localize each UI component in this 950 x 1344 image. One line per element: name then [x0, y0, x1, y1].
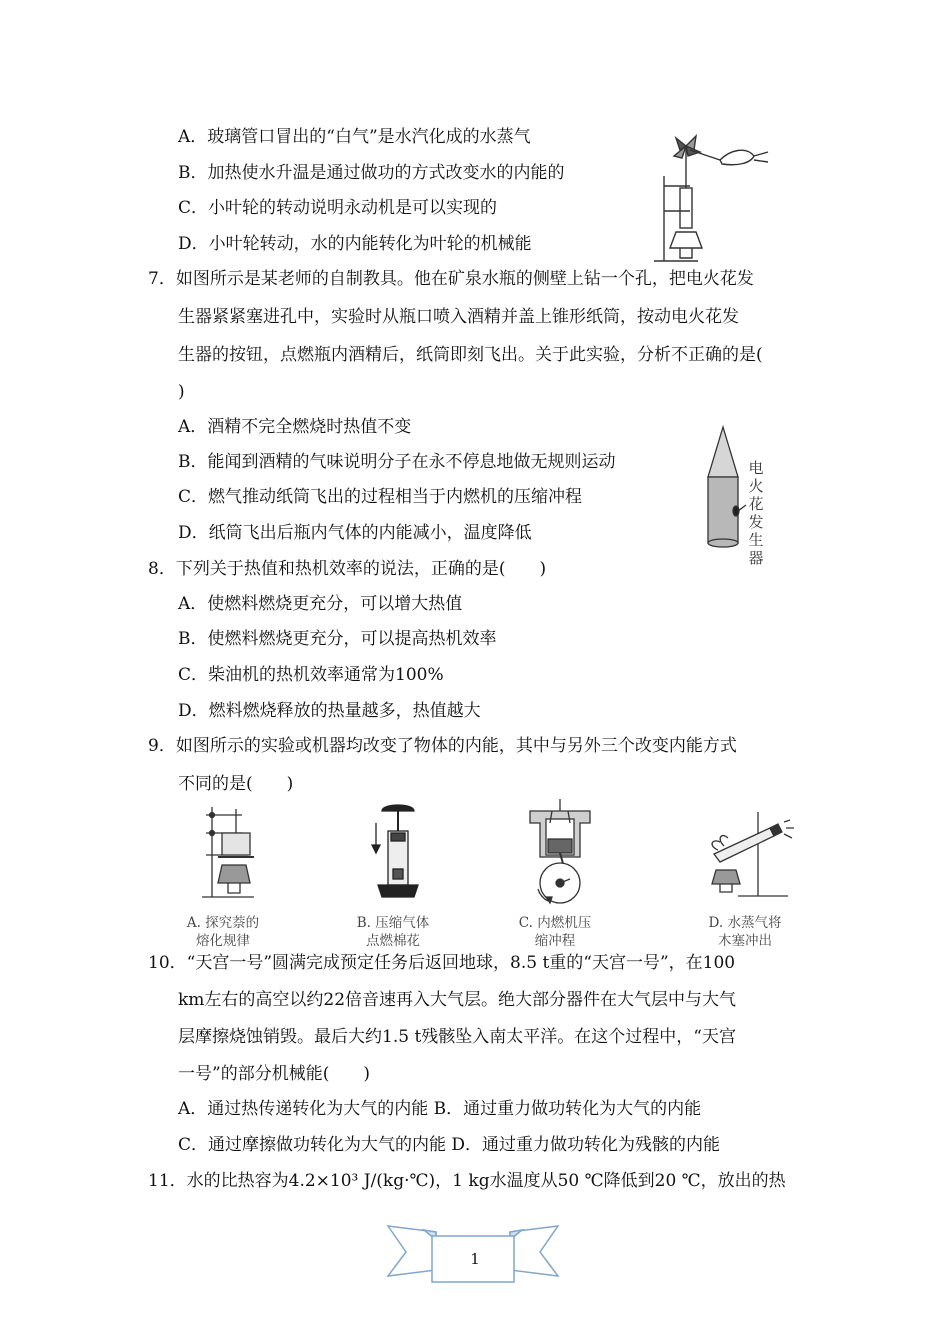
q7-bottle-cone-figure	[700, 425, 750, 553]
q7-figure-label-char-5: 生	[748, 531, 764, 549]
q9-figure-c-engine-compression-stroke	[520, 797, 600, 907]
q7-figure-label-char-3: 花	[748, 495, 764, 513]
q7-figure-label-char-6: 器	[748, 549, 764, 567]
q6-option-c: C．小叶轮的转动说明永动机是可以实现的	[178, 198, 498, 218]
q10-stem-line-1: 10．“天宫一号”圆满完成预定任务后返回地球，8.5 t重的“天宫一号”，在100	[148, 953, 736, 973]
q9-figure-d-steam-pushes-cork	[708, 802, 798, 902]
q9-caption-c-line-2: 缩冲程	[534, 933, 576, 949]
q9-caption-c-line-1: C. 内燃机压	[518, 915, 592, 931]
q7-stem-line-3: 生器的按钮，点燃瓶内酒精后，纸筒即刻飞出。关于此实验，分析不正确的是(	[178, 345, 763, 365]
q8-option-a: A．使燃料燃烧更充分，可以增大热值	[178, 594, 463, 614]
q7-option-b: B．能闻到酒精的气味说明分子在永不停息地做无规则运动	[178, 452, 616, 472]
q9-figure-a-naphthalene-melting	[198, 803, 268, 903]
q9-caption-b-line-2: 点燃棉花	[366, 933, 420, 949]
q10-stem-line-2: km左右的高空以约22倍音速再入大气层。绝大部分器件在大气层中与大气	[178, 990, 737, 1010]
q9-caption-a-line-2: 熔化规律	[196, 933, 250, 949]
q6-option-a: A．玻璃管口冒出的“白气”是水汽化成的水蒸气	[178, 127, 531, 147]
q7-figure-label-char-2: 火	[748, 477, 764, 495]
q8-option-d: D．燃料燃烧释放的热量越多，热值越大	[178, 701, 481, 721]
q6-option-b: B．加热使水升温是通过做功的方式改变水的内能的	[178, 163, 565, 183]
q6-option-d: D．小叶轮转动，水的内能转化为叶轮的机械能	[178, 234, 532, 254]
q10-options-row-2: C．通过摩擦做功转化为大气的内能 D．通过重力做功转化为残骸的内能	[178, 1135, 721, 1155]
q7-figure-label-char-4: 发	[748, 513, 764, 531]
q7-figure-label-char-1: 电	[748, 459, 764, 477]
q9-stem-line-2: 不同的是( )	[178, 774, 294, 794]
q9-caption-a-line-1: A. 探究萘的	[186, 915, 260, 931]
q9-caption-b-line-1: B. 压缩气体	[356, 915, 430, 931]
q9-stem-line-1: 9．如图所示的实验或机器均改变了物体的内能，其中与另外三个改变内能方式	[148, 736, 737, 756]
q9-caption-d-line-1: D. 水蒸气将	[708, 915, 782, 931]
page-number: 1	[470, 1250, 480, 1268]
q7-option-c: C．燃气推动纸筒飞出的过程相当于内燃机的压缩冲程	[178, 487, 583, 507]
q8-stem: 8．下列关于热值和热机效率的说法，正确的是( )	[148, 559, 547, 579]
q9-caption-d-line-2: 木塞冲出	[718, 933, 772, 949]
q7-option-a: A．酒精不完全燃烧时热值不变	[178, 417, 412, 437]
q7-stem-line-2: 生器紧紧塞进孔中，实验时从瓶口喷入酒精并盖上锥形纸筒，按动电火花发	[178, 307, 739, 327]
q7-option-d: D．纸筒飞出后瓶内气体的内能减小，温度降低	[178, 523, 532, 543]
q11-stem: 11．水的比热容为4.2×10³ J/(kg·℃)，1 kg水温度从50 ℃降低到20 ℃，放出的热	[148, 1171, 786, 1191]
q6-pinwheel-apparatus-figure	[650, 136, 770, 266]
q7-stem-line-1: 7．如图所示是某老师的自制教具。他在矿泉水瓶的侧壁上钻一个孔，把电火花发	[148, 269, 754, 289]
q8-option-b: B．使燃料燃烧更充分，可以提高热机效率	[178, 629, 497, 649]
q10-stem-line-4: 一号”的部分机械能( )	[178, 1064, 370, 1084]
q8-option-c: C．柴油机的热机效率通常为100%	[178, 665, 444, 685]
q9-figure-b-compressed-air-cotton	[368, 803, 428, 903]
q10-options-row-1: A．通过热传递转化为大气的内能 B．通过重力做功转化为大气的内能	[178, 1099, 702, 1119]
q7-stem-line-4: )	[178, 382, 185, 402]
q10-stem-line-3: 层摩擦烧蚀销毁。最后大约1.5 t残骸坠入南太平洋。在这个过程中，“天宫	[178, 1027, 736, 1047]
